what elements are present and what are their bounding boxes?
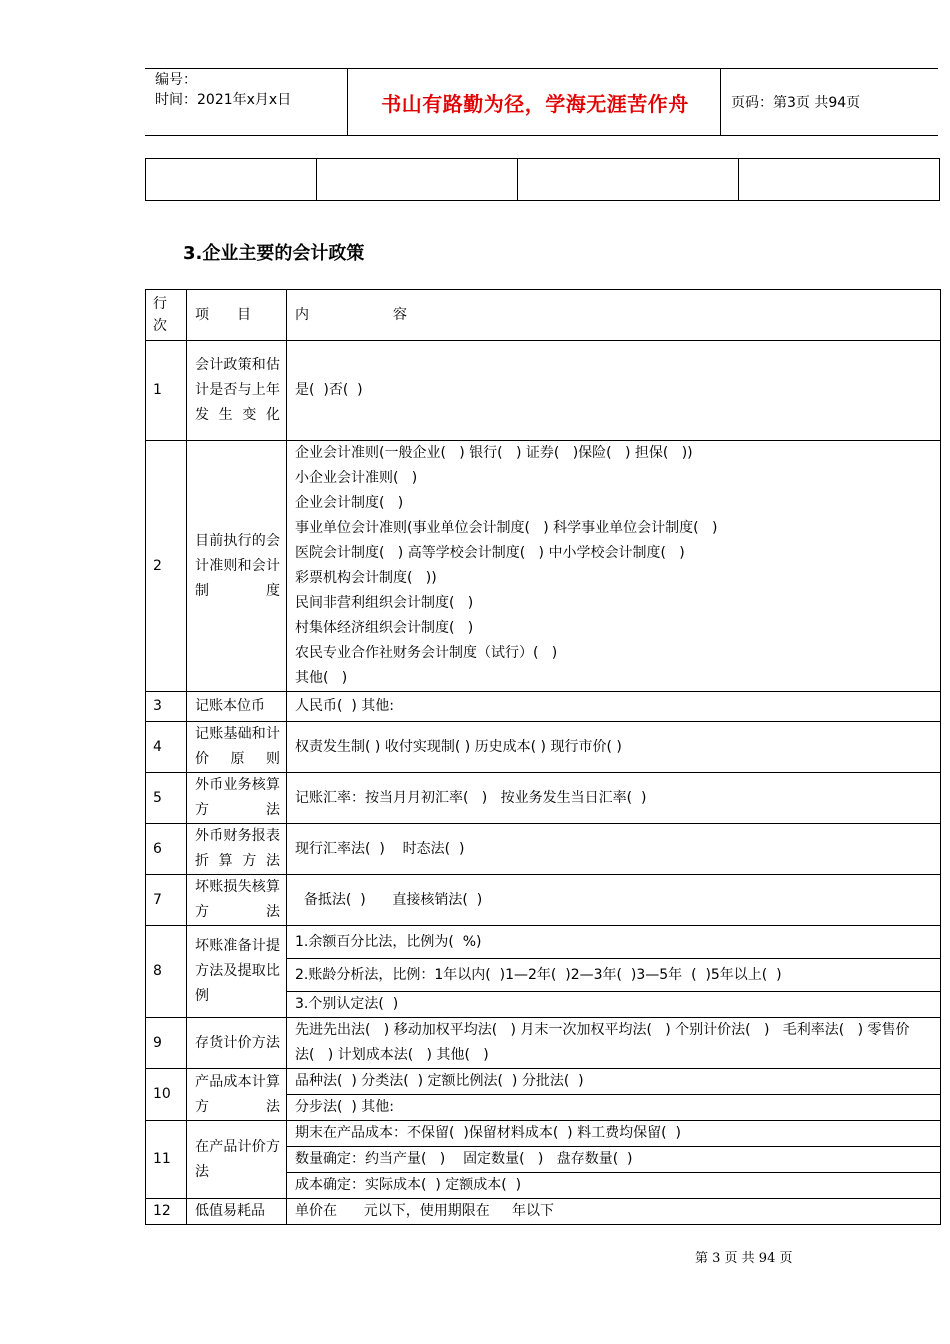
header-divider xyxy=(347,68,348,136)
table-row xyxy=(146,692,941,722)
row-number: 6 xyxy=(146,824,187,875)
row-item: 记账基础和计价原则 xyxy=(187,722,287,773)
content-line: 企业会计准则(一般企业( ) 银行( ) 证券( )保险( ) 担保( )) xyxy=(295,445,693,461)
table-row xyxy=(146,773,941,824)
content-text: 1.余额百分比法，比例为( %) xyxy=(295,933,482,950)
header-item: 项 目 xyxy=(187,290,287,341)
row-content[interactable] xyxy=(287,692,941,722)
blank-table xyxy=(145,158,940,201)
row-item: 会计政策和估计是否与上年发生变化 xyxy=(187,341,287,441)
row-item: 存货计价方法 xyxy=(187,1018,287,1069)
row-item: 外币业务核算方法 xyxy=(187,773,287,824)
row-content[interactable] xyxy=(287,824,941,875)
content-line: 民间非营利组织会计制度( ) xyxy=(295,595,474,611)
row-content[interactable] xyxy=(287,1199,941,1225)
time-label: 时间：2021年x月x日 xyxy=(155,92,292,108)
content-line: 现行汇率法( ) 时态法( ) xyxy=(295,840,465,857)
table-row xyxy=(146,1199,941,1225)
row-item: 坏账准备计提方法及提取比例 xyxy=(187,926,287,1018)
row-content-line[interactable] xyxy=(287,959,941,992)
row-number: 1 xyxy=(146,341,187,441)
row-content-line[interactable] xyxy=(287,1147,941,1173)
blank-cell[interactable] xyxy=(146,159,317,201)
row-number: 2 xyxy=(146,441,187,692)
content-line: 备抵法( ) 直接核销法( ) xyxy=(295,891,483,908)
section-title: 3.企业主要的会计政策 xyxy=(183,243,365,264)
blank-row xyxy=(146,159,940,201)
blank-cell[interactable] xyxy=(317,159,518,201)
row-item: 目前执行的会计准则和会计制度 xyxy=(187,441,287,692)
table-row xyxy=(146,341,941,441)
blank-cell[interactable] xyxy=(518,159,739,201)
content-line: 医院会计制度( ) 高等学校会计制度( ) 中小学校会计制度( ) xyxy=(295,545,685,561)
content-text: 分步法( ) 其他: xyxy=(295,1099,394,1115)
header-meta xyxy=(155,70,291,110)
row-content[interactable] xyxy=(287,1018,941,1069)
content-text: 3.个别认定法( ) xyxy=(295,996,399,1012)
content-line: 权责发生制( ) 收付实现制( ) 历史成本( ) 现行市价( ) xyxy=(295,738,622,755)
table-row xyxy=(146,441,941,692)
content-text: 成本确定：实际成本( ) 定额成本( ) xyxy=(295,1177,522,1193)
table-row xyxy=(146,926,941,959)
row-content[interactable] xyxy=(287,722,941,773)
content-line: 村集体经济组织会计制度( ) xyxy=(295,620,474,636)
table-header-row xyxy=(146,290,941,341)
content-text: 数量确定：约当产量( ) 固定数量( ) 盘存数量( ) xyxy=(295,1151,633,1167)
table-row xyxy=(146,875,941,926)
table-row xyxy=(146,722,941,773)
content-line: 先进先出法( ) 移动加权平均法( ) 月末一次加权平均法( ) 个别计价法( ) 毛利率法( ) 零售价 xyxy=(295,1022,910,1038)
row-number: 10 xyxy=(146,1069,187,1121)
row-content-line[interactable] xyxy=(287,1121,941,1147)
table-row xyxy=(146,824,941,875)
row-number: 11 xyxy=(146,1121,187,1199)
row-number: 12 xyxy=(146,1199,187,1225)
table-row xyxy=(146,1121,941,1147)
table-row xyxy=(146,1018,941,1069)
content-text: 2.账龄分析法，比例：1年以内( )1—2年( )2—3年( )3—5年 ( )5年以上( ) xyxy=(295,966,782,983)
row-number: 5 xyxy=(146,773,187,824)
row-item: 产品成本计算方法 xyxy=(187,1069,287,1121)
row-content[interactable] xyxy=(287,441,941,692)
row-content[interactable] xyxy=(287,875,941,926)
content-text: 期末在产品成本：不保留( )保留材料成本( ) 料工费均保留( ) xyxy=(295,1125,681,1141)
table-row xyxy=(146,1069,941,1095)
row-content[interactable] xyxy=(287,341,941,441)
content-line: 事业单位会计准则(事业单位会计制度( ) 科学事业单位会计制度( ) xyxy=(295,520,718,536)
header-motto: 书山有路勤为径，学海无涯苦作舟 xyxy=(381,91,689,116)
row-number: 9 xyxy=(146,1018,187,1069)
row-item: 记账本位币 xyxy=(187,692,287,722)
row-number: 3 xyxy=(146,692,187,722)
row-content[interactable] xyxy=(287,773,941,824)
content-line: 彩票机构会计制度( )) xyxy=(295,570,437,586)
content-line: 单价在 元以下，使用期限在 年以下 xyxy=(295,1203,554,1219)
header-row-no xyxy=(146,290,187,341)
content-line: 小企业会计准则( ) xyxy=(295,470,418,486)
content-line: 企业会计制度( ) xyxy=(295,495,404,511)
blank-cell[interactable] xyxy=(739,159,940,201)
content-line: 是( )否( ) xyxy=(295,382,363,398)
header-page-number: 页码：第3页 共94页 xyxy=(731,95,861,111)
page-header xyxy=(145,68,938,136)
row-content-line[interactable] xyxy=(287,992,941,1018)
content-line: 农民专业合作社财务会计制度（试行）( ) xyxy=(295,645,558,661)
code-label: 编号： xyxy=(155,72,197,88)
content-line: 法( ) 计划成本法( ) 其他( ) xyxy=(295,1047,489,1063)
row-content-line[interactable] xyxy=(287,926,941,959)
row-item: 低值易耗品 xyxy=(187,1199,287,1225)
content-line: 记账汇率：按当月月初汇率( ) 按业务发生当日汇率( ) xyxy=(295,789,647,806)
row-content-line[interactable] xyxy=(287,1173,941,1199)
row-item: 外币财务报表折算方法 xyxy=(187,824,287,875)
row-content-line[interactable] xyxy=(287,1069,941,1095)
page-footer: 第 3 页 共 94 页 xyxy=(695,1251,793,1266)
content-line: 其他( ) xyxy=(295,670,348,686)
row-number: 8 xyxy=(146,926,187,1018)
row-item: 在产品计价方法 xyxy=(187,1121,287,1199)
row-number: 7 xyxy=(146,875,187,926)
row-content-line[interactable] xyxy=(287,1095,941,1121)
header-content: 内 容 xyxy=(287,290,941,341)
content-line: 人民币( ) 其他: xyxy=(295,698,394,714)
content-text: 品种法( ) 分类法( ) 定额比例法( ) 分批法( ) xyxy=(295,1073,584,1089)
row-item: 坏账损失核算方法 xyxy=(187,875,287,926)
row-number: 4 xyxy=(146,722,187,773)
header-row-no-text: 行次 xyxy=(153,296,167,334)
accounting-policy-table xyxy=(145,289,941,1225)
